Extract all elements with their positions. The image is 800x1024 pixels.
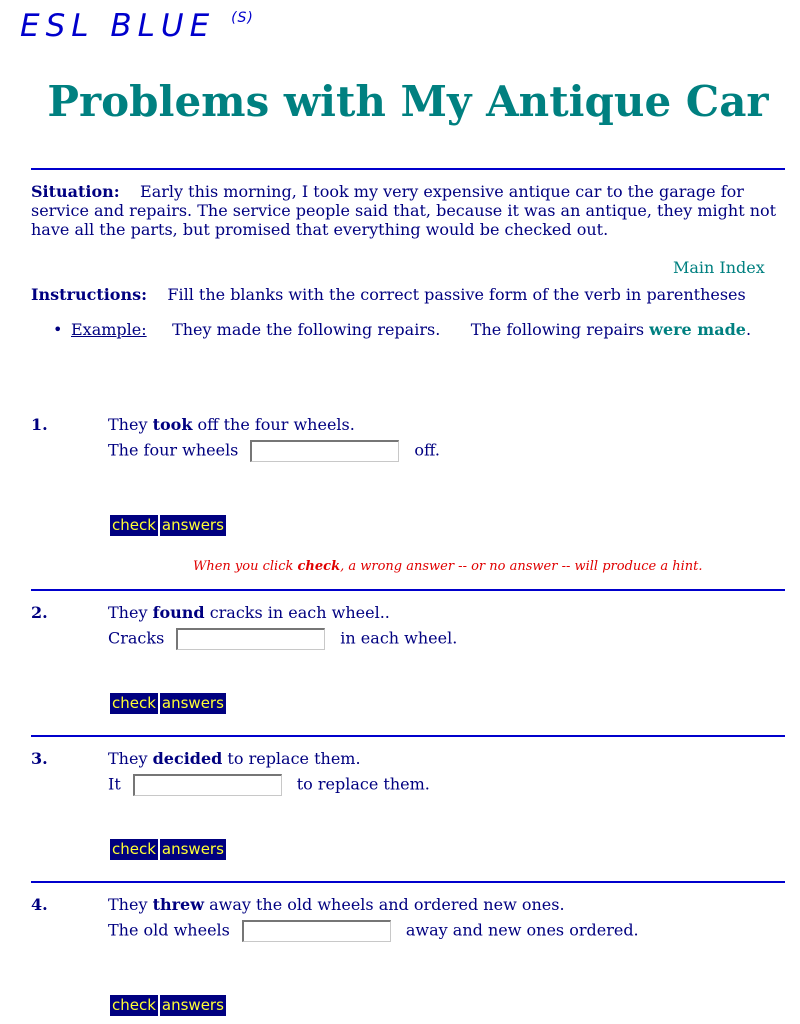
instructions-text: Fill the blanks with the correct passive form of the verb in parentheses xyxy=(167,285,746,304)
question-buttons xyxy=(110,995,226,1016)
question-verb: threw xyxy=(152,895,204,914)
question-number: 1. xyxy=(31,415,48,434)
answers-button[interactable]: answers xyxy=(161,694,224,712)
question-sentence: They decided to replace them. xyxy=(108,749,361,768)
page-title: Problems with My Antique Car xyxy=(47,77,769,126)
answers-button[interactable]: answers xyxy=(161,516,224,534)
divider xyxy=(31,735,785,737)
logo-superscript: (S) xyxy=(231,10,254,26)
example-label: Example: xyxy=(71,320,147,339)
answers-button[interactable]: answers xyxy=(161,840,224,858)
question-blank-line: It to replace them. xyxy=(108,774,430,796)
question-blank-line: Cracks in each wheel. xyxy=(108,628,457,650)
question-sentence: They threw away the old wheels and ordered new ones. xyxy=(108,895,565,914)
instructions-paragraph xyxy=(31,285,791,304)
answers-button[interactable]: answers xyxy=(161,996,224,1014)
instructions-label: Instructions: xyxy=(31,285,148,304)
check-button[interactable]: check xyxy=(112,694,156,712)
question-buttons xyxy=(110,693,226,714)
answer-input[interactable] xyxy=(176,628,325,650)
site-logo: ESL BLUE $^{(S)}$ xyxy=(20,8,254,44)
question-sentence: They took off the four wheels. xyxy=(108,415,355,434)
question-verb: found xyxy=(152,603,205,622)
question-sentence: They found cracks in each wheel.. xyxy=(108,603,390,622)
question-verb: decided xyxy=(152,749,223,768)
example-item xyxy=(53,320,751,339)
question-number: 4. xyxy=(31,895,48,914)
question-buttons xyxy=(110,839,226,860)
check-button[interactable]: check xyxy=(112,996,156,1014)
example-passive-before: The following repairs xyxy=(470,320,645,339)
question-verb: took xyxy=(152,415,193,434)
question-blank-line: The four wheels off. xyxy=(108,440,440,462)
answer-input[interactable] xyxy=(242,920,391,942)
example-passive-after: . xyxy=(745,320,752,339)
check-button[interactable]: check xyxy=(112,516,156,534)
situation-text: Early this morning, I took my very expensive antique car to the garage for service and repairs. The service people said that, because it was an antique, they might not have all the parts, but promised that everything would be checked out. xyxy=(31,182,777,239)
example-passive-answer: were made xyxy=(649,320,746,339)
divider xyxy=(31,168,785,170)
bullet-icon: • xyxy=(53,320,63,339)
answer-input[interactable] xyxy=(250,440,399,462)
situation-paragraph xyxy=(31,182,791,239)
hint-text: When you click check, a wrong answer -- or no answer -- will produce a hint. xyxy=(193,559,703,574)
main-index-link[interactable]: Main Index xyxy=(673,258,765,277)
divider xyxy=(31,881,785,883)
question-buttons xyxy=(110,515,226,536)
example-active: They made the following repairs. xyxy=(172,320,441,339)
divider xyxy=(31,589,785,591)
question-blank-line: The old wheels away and new ones ordered. xyxy=(108,920,639,942)
question-number: 2. xyxy=(31,603,48,622)
answer-input[interactable] xyxy=(133,774,282,796)
question-number: 3. xyxy=(31,749,48,768)
check-button[interactable]: check xyxy=(112,840,156,858)
situation-label: Situation: xyxy=(31,182,120,201)
